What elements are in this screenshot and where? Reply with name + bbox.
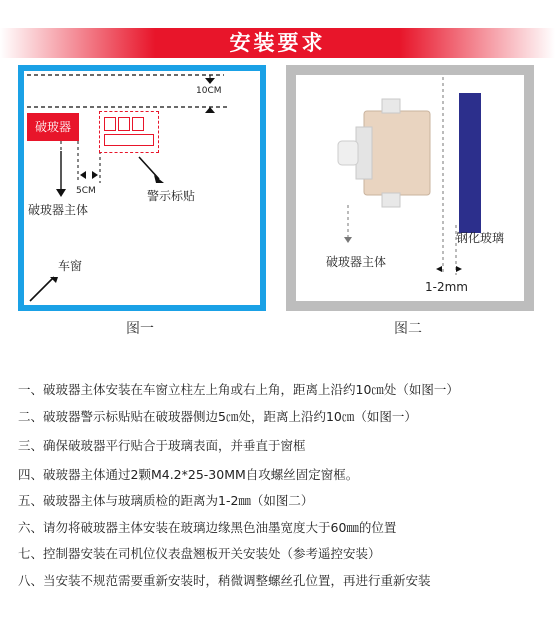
figure-one <box>18 65 266 311</box>
figure-two-caption: 图二 <box>394 321 422 337</box>
requirement-item: 六、请勿将破玻器主体安装在玻璃边缘黑色油墨宽度大于60㎜的位置 <box>18 520 397 535</box>
tempered-glass <box>459 93 481 233</box>
sticker-label: 警示标贴 <box>147 189 196 203</box>
gap-label: 1-2mm <box>425 280 468 294</box>
figure-one-caption: 图一 <box>126 321 154 337</box>
device-label-2: 破玻器主体 <box>326 255 387 269</box>
warning-sticker <box>99 111 159 153</box>
page-title: 安装要求 <box>229 31 326 55</box>
requirement-item: 三、确保破玻器平行贴合于玻璃表面，并垂直于窗框 <box>18 438 306 453</box>
dimension-top-label: 10CM <box>196 86 222 96</box>
requirement-item: 一、破玻器主体安装在车窗立柱左上角或右上角，距离上沿约10㎝处（如图一） <box>18 382 459 397</box>
requirement-item: 八、当安装不规范需要重新安装时，稍微调整螺丝孔位置，再进行重新安装 <box>18 573 431 588</box>
dimension-side-label: 5CM <box>76 186 96 196</box>
requirement-item: 七、控制器安装在司机位仪表盘翘板开关安装处（参考遥控安装） <box>18 546 381 561</box>
window-label: 车窗 <box>58 259 83 273</box>
glass-label: 钢化玻璃 <box>456 231 505 245</box>
device-label: 破玻器主体 <box>28 203 89 217</box>
requirement-item: 五、破玻器主体与玻璃质检的距离为1-2㎜（如图二） <box>18 493 314 508</box>
alarm-box: 破玻器 <box>27 113 79 141</box>
requirement-item: 二、破玻器警示标贴贴在破玻器侧边5㎝处，距离上沿约10㎝（如图一） <box>18 409 417 424</box>
figure-two <box>286 65 534 311</box>
requirement-item: 四、破玻器主体通过2颗M4.2*25-30MM自攻螺丝固定窗框。 <box>18 467 359 482</box>
